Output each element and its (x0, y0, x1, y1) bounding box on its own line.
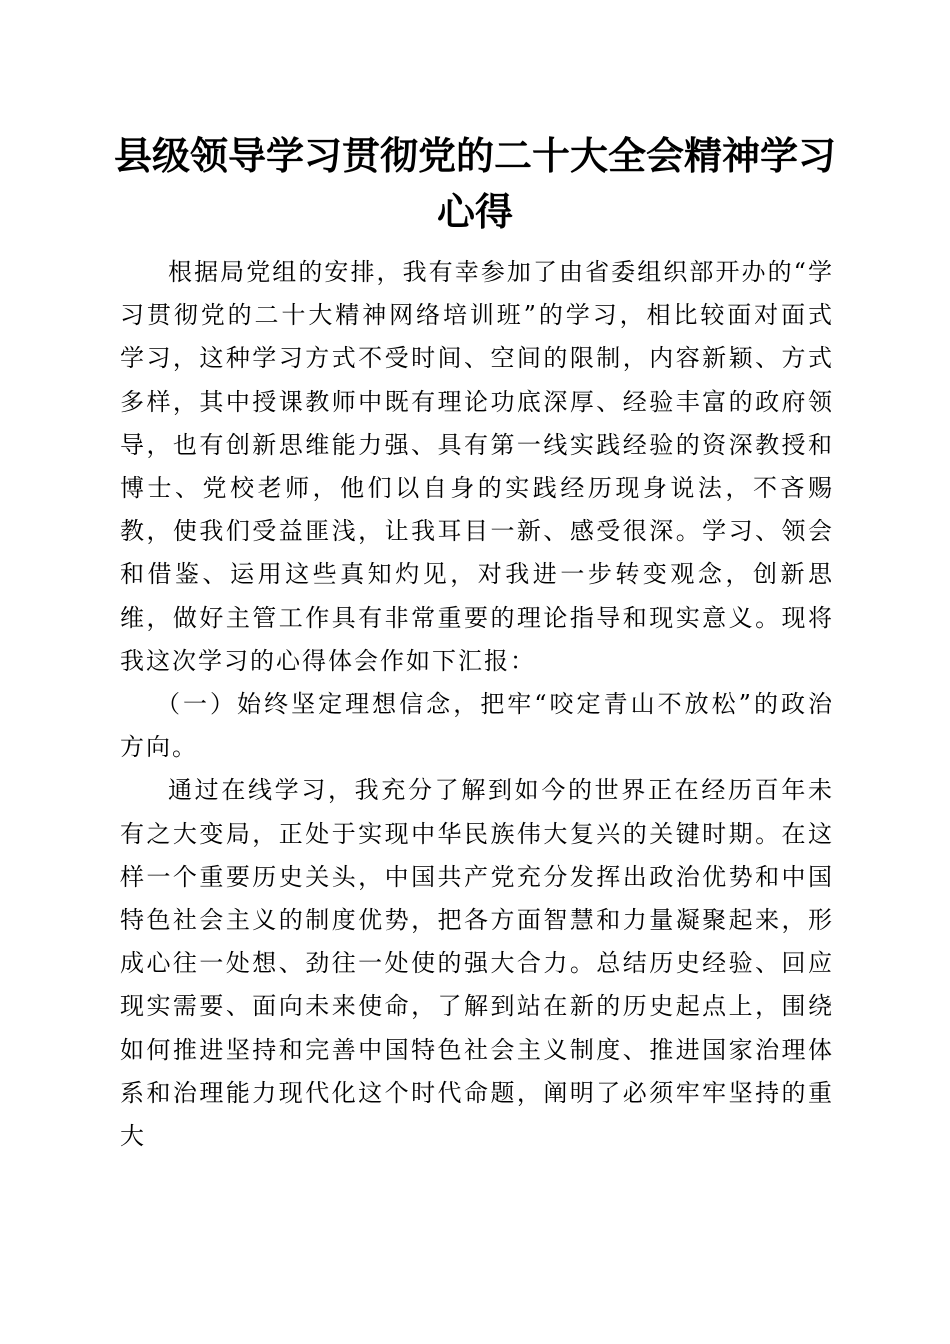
paragraph-intro: 根据局党组的安排，我有幸参加了由省委组织部开办的“学习贯彻党的二十大精神网络培训班”的学习，相比较面对面式学习，这种学习方式不受时间、空间的限制，内容新颖、方式多样，其中授课教师中既有理论功底深厚、经验丰富的政府领导，也有创新思维能力强、具有第一线实践经验的资深教授和博士、党校老师，他们以自身的实践经历现身说法，不吝赐教，使我们受益匪浅，让我耳目一新、感受很深。学习、领会和借鉴、运用这些真知灼见，对我进一步转变观念，创新思维，做好主管工作具有非常重要的理论指导和现实意义。现将我这次学习的心得体会作如下汇报： (120, 258, 834, 675)
document-title: 县级领导学习贯彻党的二十大全会精神学习心得 (113, 133, 836, 234)
paragraph-section-1: 通过在线学习，我充分了解到如今的世界正在经历百年未有之大变局，正处于实现中华民族伟大复兴的关键时期。在这样一个重要历史关头，中国共产党充分发挥出政治优势和中国特色社会主义的制度优势，把各方面智慧和力量凝聚起来，形成心往一处想、劲往一处使的强大合力。总结历史经验、回应现实需要、面向未来使命，了解到站在新的历史起点上，围绕如何推进坚持和完善中国特色社会主义制度、推进国家治理体系和治理能力现代化这个时代命题，阐明了必须牢牢坚持的重大 (120, 776, 834, 1151)
section-heading-1: （一）始终坚定理想信念，把牢“咬定青山不放松”的政治方向。 (120, 690, 834, 762)
document-body (120, 251, 834, 1158)
